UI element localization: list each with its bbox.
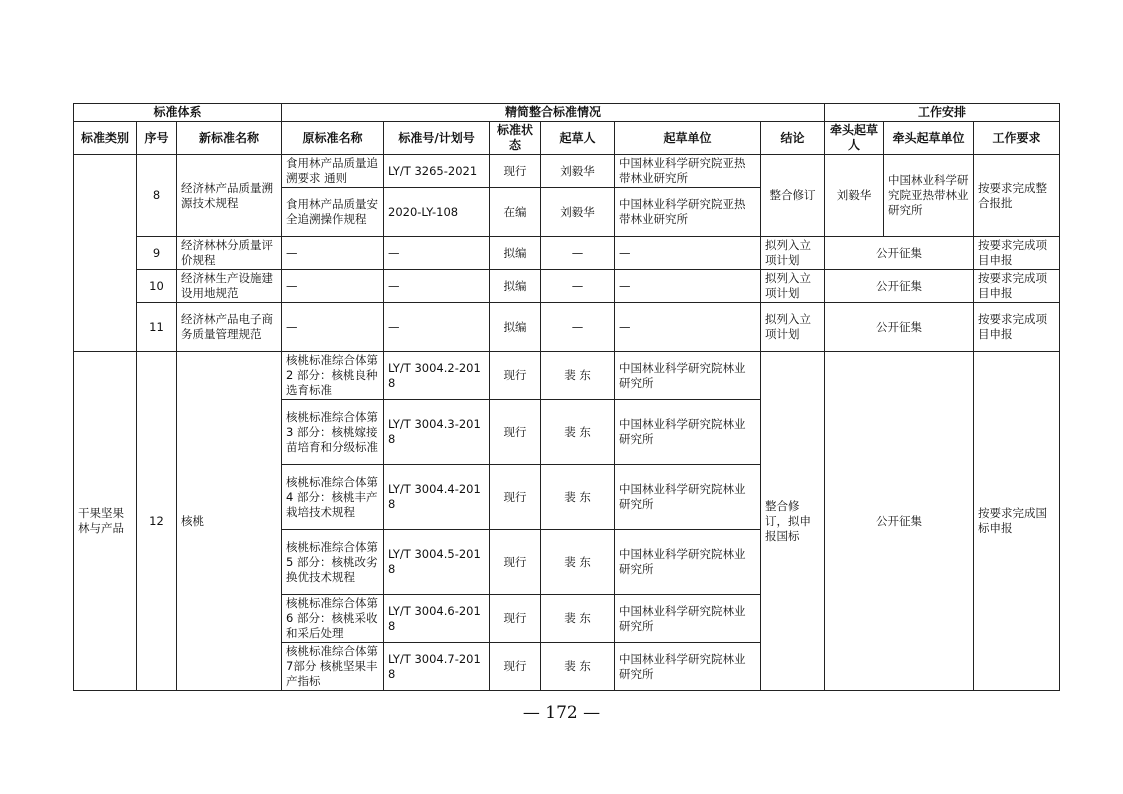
unit-cell: 中国林业科学研究院亚热带林业研究所 xyxy=(615,155,761,188)
drafter-cell: — xyxy=(541,237,615,270)
drafter-cell: — xyxy=(541,303,615,352)
group-work-arrangement: 工作安排 xyxy=(825,104,1060,122)
orig-name-cell: 食用林产品质量安全追溯操作规程 xyxy=(282,188,384,237)
unit-cell: 中国林业科学研究院亚热带林业研究所 xyxy=(615,188,761,237)
col-category: 标准类别 xyxy=(74,122,137,155)
state-cell: 拟编 xyxy=(490,303,541,352)
requirement-cell: 按要求完成整合报批 xyxy=(974,155,1060,237)
unit-cell: 中国林业科学研究院林业研究所 xyxy=(615,352,761,400)
orig-name-cell: 核桃标准综合体第 6 部分：核桃采收和采后处理 xyxy=(282,595,384,643)
lead-unit-cell: 中国林业科学研究院亚热带林业研究所 xyxy=(884,155,974,237)
unit-cell: 中国林业科学研究院林业研究所 xyxy=(615,595,761,643)
unit-cell: — xyxy=(615,270,761,303)
new-name-cell: 经济林产品质量溯源技术规程 xyxy=(177,155,282,237)
state-cell: 现行 xyxy=(490,643,541,691)
lead-cell: 公开征集 xyxy=(825,303,974,352)
table-row xyxy=(74,155,1060,188)
category-cell xyxy=(74,155,137,352)
conclusion-cell: 整合修订，拟申报国标 xyxy=(761,352,825,691)
col-std-no: 标准号/计划号 xyxy=(384,122,490,155)
new-name-cell: 经济林产品电子商务质量管理规范 xyxy=(177,303,282,352)
header-column-row xyxy=(74,122,1060,155)
drafter-cell: 裴 东 xyxy=(541,643,615,691)
group-consolidation-status: 精简整合标准情况 xyxy=(282,104,825,122)
conclusion-cell: 拟列入立项计划 xyxy=(761,270,825,303)
requirement-cell: 按要求完成项目申报 xyxy=(974,270,1060,303)
std-no-cell: LY/T 3004.4-2018 xyxy=(384,465,490,530)
std-no-cell: 2020-LY-108 xyxy=(384,188,490,237)
state-cell: 拟编 xyxy=(490,237,541,270)
standards-table xyxy=(73,103,1060,691)
header-group-row xyxy=(74,104,1060,122)
unit-cell: — xyxy=(615,303,761,352)
col-seq: 序号 xyxy=(137,122,177,155)
seq-cell: 9 xyxy=(137,237,177,270)
unit-cell: 中国林业科学研究院林业研究所 xyxy=(615,400,761,465)
std-no-cell: — xyxy=(384,303,490,352)
lead-cell: 公开征集 xyxy=(825,270,974,303)
orig-name-cell: — xyxy=(282,303,384,352)
conclusion-cell: 拟列入立项计划 xyxy=(761,237,825,270)
unit-cell: 中国林业科学研究院林业研究所 xyxy=(615,465,761,530)
table-row xyxy=(74,270,1060,303)
seq-cell: 10 xyxy=(137,270,177,303)
drafter-cell: 裴 东 xyxy=(541,465,615,530)
state-cell: 现行 xyxy=(490,400,541,465)
drafter-cell: 裴 东 xyxy=(541,352,615,400)
state-cell: 现行 xyxy=(490,465,541,530)
seq-cell: 11 xyxy=(137,303,177,352)
requirement-cell: 按要求完成项目申报 xyxy=(974,303,1060,352)
std-no-cell: LY/T 3004.7-2018 xyxy=(384,643,490,691)
drafter-cell: 刘毅华 xyxy=(541,188,615,237)
state-cell: 在编 xyxy=(490,188,541,237)
drafter-cell: — xyxy=(541,270,615,303)
state-cell: 现行 xyxy=(490,352,541,400)
orig-name-cell: 核桃标准综合体第 3 部分：核桃嫁接苗培育和分级标准 xyxy=(282,400,384,465)
table-row xyxy=(74,352,1060,400)
col-conclusion: 结论 xyxy=(761,122,825,155)
col-new-name: 新标准名称 xyxy=(177,122,282,155)
std-no-cell: LY/T 3265-2021 xyxy=(384,155,490,188)
col-requirement: 工作要求 xyxy=(974,122,1060,155)
col-drafter: 起草人 xyxy=(541,122,615,155)
std-no-cell: LY/T 3004.3-2018 xyxy=(384,400,490,465)
orig-name-cell: — xyxy=(282,237,384,270)
std-no-cell: — xyxy=(384,237,490,270)
lead-cell: 公开征集 xyxy=(825,237,974,270)
lead-drafter-cell: 刘毅华 xyxy=(825,155,884,237)
requirement-cell: 按要求完成项目申报 xyxy=(974,237,1060,270)
group-standard-system: 标准体系 xyxy=(74,104,282,122)
orig-name-cell: 食用林产品质量追溯要求 通则 xyxy=(282,155,384,188)
col-lead-drafter: 牵头起草人 xyxy=(825,122,884,155)
category-cell: 干果坚果林与产品 xyxy=(74,352,137,691)
col-orig-name: 原标准名称 xyxy=(282,122,384,155)
page-number: — 172 — xyxy=(522,703,601,723)
unit-cell: — xyxy=(615,237,761,270)
std-no-cell: LY/T 3004.6-2018 xyxy=(384,595,490,643)
state-cell: 现行 xyxy=(490,155,541,188)
std-no-cell: — xyxy=(384,270,490,303)
orig-name-cell: 核桃标准综合体第 4 部分：核桃丰产栽培技术规程 xyxy=(282,465,384,530)
col-state: 标准状态 xyxy=(490,122,541,155)
drafter-cell: 裴 东 xyxy=(541,595,615,643)
std-no-cell: LY/T 3004.2-2018 xyxy=(384,352,490,400)
drafter-cell: 刘毅华 xyxy=(541,155,615,188)
state-cell: 现行 xyxy=(490,530,541,595)
unit-cell: 中国林业科学研究院林业研究所 xyxy=(615,530,761,595)
state-cell: 拟编 xyxy=(490,270,541,303)
seq-cell: 8 xyxy=(137,155,177,237)
col-unit: 起草单位 xyxy=(615,122,761,155)
unit-cell: 中国林业科学研究院林业研究所 xyxy=(615,643,761,691)
table-row xyxy=(74,303,1060,352)
new-name-cell: 核桃 xyxy=(177,352,282,691)
requirement-cell: 按要求完成国标申报 xyxy=(974,352,1060,691)
drafter-cell: 裴 东 xyxy=(541,400,615,465)
col-lead-unit: 牵头起草单位 xyxy=(884,122,974,155)
new-name-cell: 经济林生产设施建设用地规范 xyxy=(177,270,282,303)
orig-name-cell: 核桃标准综合体第7部分 核桃坚果丰产指标 xyxy=(282,643,384,691)
conclusion-cell: 整合修订 xyxy=(761,155,825,237)
orig-name-cell: 核桃标准综合体第 5 部分：核桃改劣换优技术规程 xyxy=(282,530,384,595)
new-name-cell: 经济林林分质量评价规程 xyxy=(177,237,282,270)
lead-cell: 公开征集 xyxy=(825,352,974,691)
state-cell: 现行 xyxy=(490,595,541,643)
orig-name-cell: — xyxy=(282,270,384,303)
orig-name-cell: 核桃标准综合体第 2 部分：核桃良种选育标准 xyxy=(282,352,384,400)
table-row xyxy=(74,237,1060,270)
seq-cell: 12 xyxy=(137,352,177,691)
std-no-cell: LY/T 3004.5-2018 xyxy=(384,530,490,595)
conclusion-cell: 拟列入立项计划 xyxy=(761,303,825,352)
drafter-cell: 裴 东 xyxy=(541,530,615,595)
